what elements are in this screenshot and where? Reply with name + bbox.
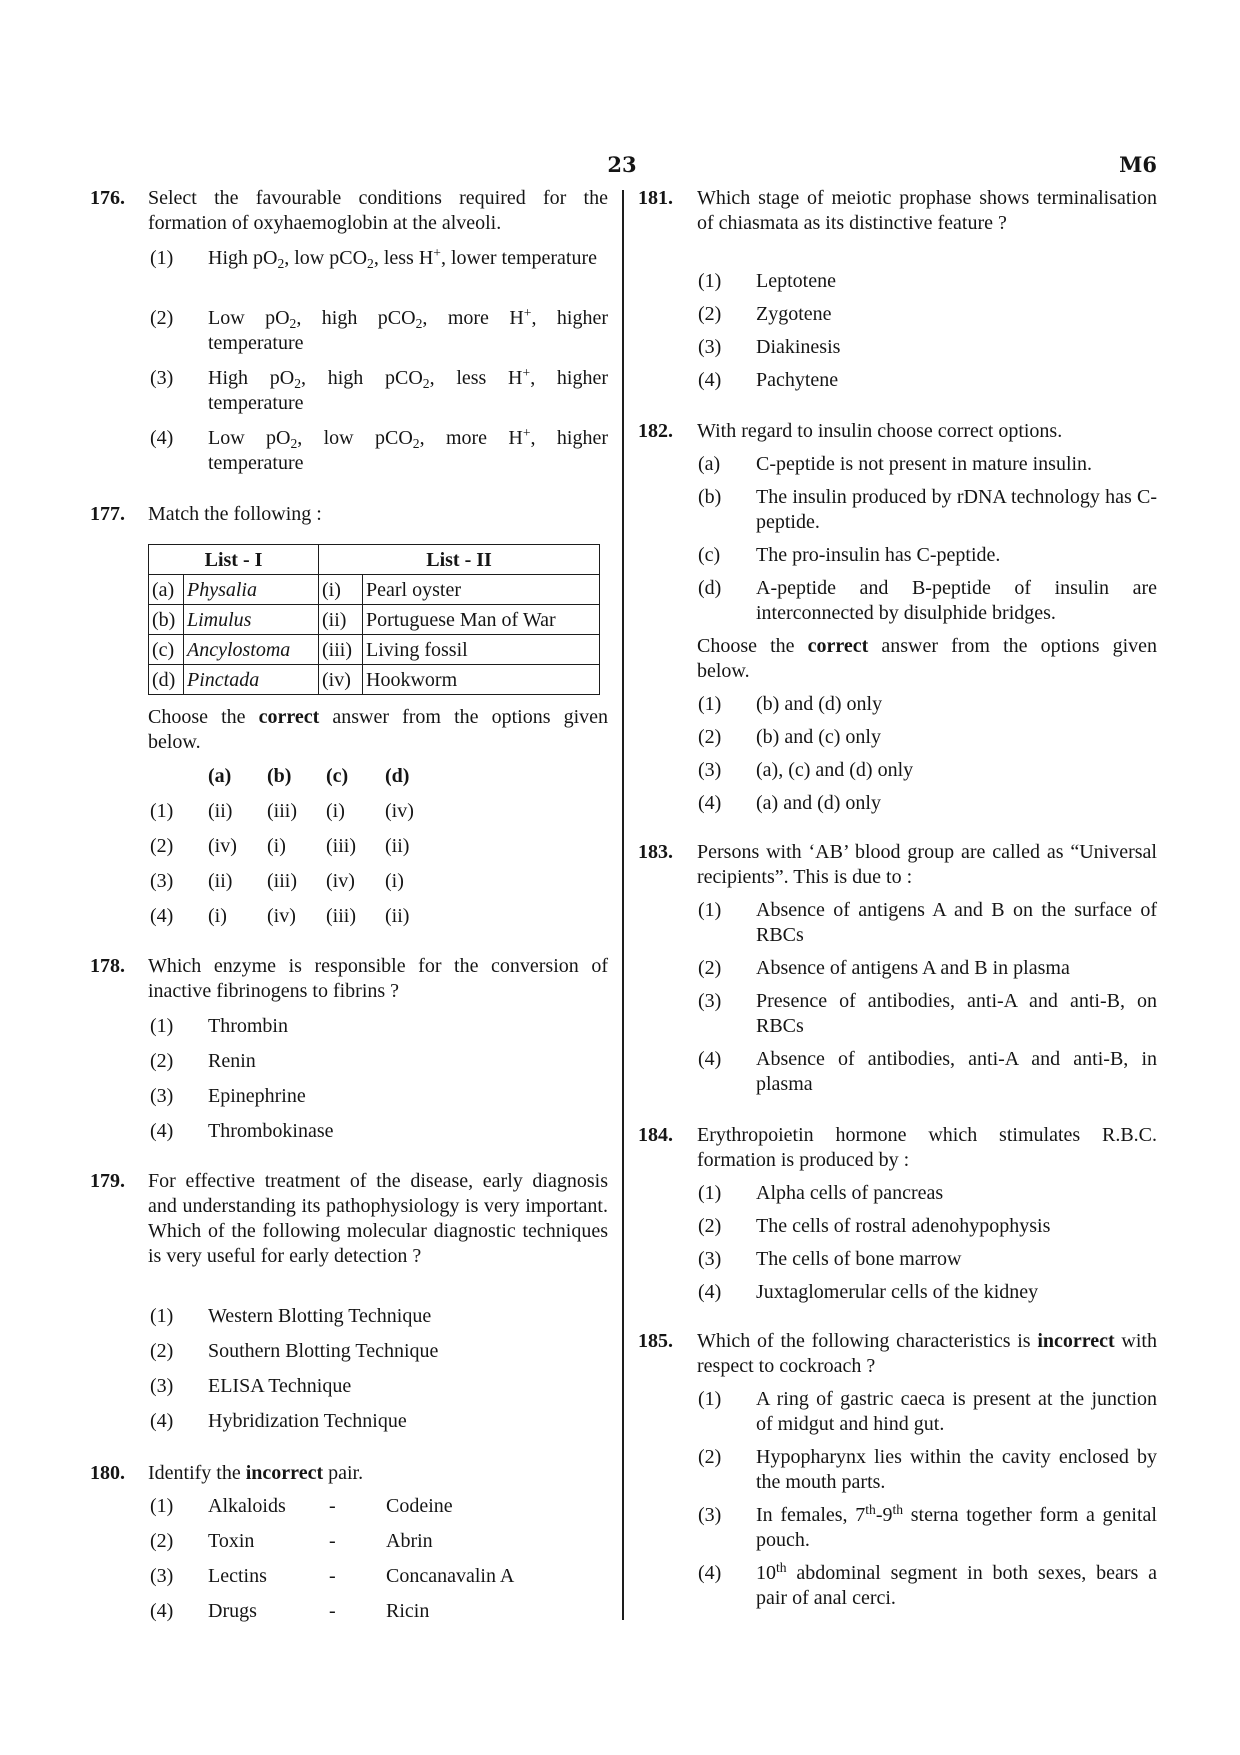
option-1 [697, 1181, 1157, 1206]
question-178 [90, 954, 608, 1144]
question-176 [90, 186, 608, 476]
statement-b [697, 485, 1157, 535]
table-row [149, 635, 600, 665]
question-179 [90, 1169, 608, 1434]
option-label: (3) [150, 1375, 174, 1397]
option-label: (4) [150, 1120, 174, 1142]
option-4 [148, 904, 608, 929]
question-183 [638, 840, 1157, 1097]
question-number: 185. [638, 1330, 673, 1352]
grid-cell: (ii) [208, 800, 233, 822]
table-row [149, 665, 600, 695]
statement-text: C-peptide is not present in mature insulin. [756, 453, 1093, 475]
pair-separator: - [329, 1530, 336, 1552]
option-label: (1) [150, 1495, 174, 1517]
row-item: Pinctada [184, 665, 319, 695]
option-text: Zygotene [756, 303, 832, 325]
question-stem: Which of the following characteristics is incorrect with respect to cockroach ? [697, 1330, 1157, 1377]
option-label: (4) [698, 369, 722, 391]
option-2 [148, 1529, 608, 1554]
option-1 [697, 269, 1157, 294]
question-stem: Select the favourable conditions required for the formation of oxyhaemoglobin at the alveoli. [148, 187, 608, 234]
option-3 [697, 335, 1157, 360]
question-stem: Persons with ‘AB’ blood group are called as “Universal recipients”. This is due to : [697, 841, 1157, 888]
statement-text: The insulin produced by rDNA technology has C-peptide. [756, 486, 1157, 533]
option-text: (a) and (d) only [756, 792, 881, 814]
option-text: Hybridization Technique [208, 1410, 407, 1432]
option-text: Leptotene [756, 270, 836, 292]
option-text: Absence of antigens A and B on the surface of RBCs [756, 899, 1157, 946]
option-1 [148, 1014, 608, 1039]
option-label: (2) [150, 1340, 174, 1362]
row-item: Limulus [184, 605, 319, 635]
option-label: (1) [150, 1305, 174, 1327]
question-stem: For effective treatment of the disease, early diagnosis and understanding its pathophysiology is very important. Which of the following molecular diagnostic techniques is very useful for early detection ? [148, 1170, 608, 1267]
option-4 [697, 791, 1157, 816]
option-4 [148, 1119, 608, 1144]
option-label: (4) [698, 1048, 722, 1070]
option-text: Thrombin [208, 1015, 288, 1037]
option-label: (4) [150, 1410, 174, 1432]
option-label: (2) [698, 1446, 722, 1468]
grid-cell: (iii) [326, 905, 356, 927]
option-1 [148, 1494, 608, 1519]
option-text: Thrombokinase [208, 1120, 334, 1142]
question-number: 181. [638, 187, 673, 209]
question-stem: Identify the incorrect pair. [148, 1462, 364, 1484]
row-match: Living fossil [363, 635, 600, 665]
question-stem: Which stage of meiotic prophase shows terminalisation of chiasmata as its distinctive feature ? [697, 187, 1157, 234]
table-row [149, 605, 600, 635]
option-label: (1) [150, 247, 174, 269]
option-label: (3) [698, 759, 722, 781]
row-code: (iv) [319, 665, 363, 695]
grid-cell: (iv) [385, 800, 414, 822]
question-number: 182. [638, 420, 673, 442]
option-2 [697, 956, 1157, 981]
question-182 [638, 419, 1157, 816]
row-key: (a) [149, 575, 184, 605]
option-1 [697, 692, 1157, 717]
answer-instruction: Choose the correct answer from the options given below. [148, 706, 609, 753]
grid-cell: (i) [208, 905, 227, 927]
option-4 [148, 426, 608, 476]
option-text: Hypopharynx lies within the cavity enclosed by the mouth parts. [756, 1446, 1157, 1493]
option-2 [697, 1445, 1157, 1495]
option-label: (3) [150, 1085, 174, 1107]
option-2 [697, 725, 1157, 750]
option-text: Southern Blotting Technique [208, 1340, 439, 1362]
question-stem: With regard to insulin choose correct options. [697, 420, 1063, 442]
row-key: (b) [149, 605, 184, 635]
grid-header-d: (d) [385, 765, 410, 787]
question-177 [90, 502, 608, 929]
option-3 [148, 1564, 608, 1589]
pair-term: Drugs [208, 1600, 257, 1622]
row-match: Pearl oyster [363, 575, 600, 605]
question-number: 178. [90, 955, 125, 977]
list-2-header: List - II [319, 545, 600, 575]
option-label: (4) [698, 792, 722, 814]
option-label: (1) [698, 270, 722, 292]
option-label: (1) [698, 1388, 722, 1410]
paper-code: M6 [1119, 152, 1157, 177]
option-2 [697, 302, 1157, 327]
question-number: 179. [90, 1170, 125, 1192]
column-divider [622, 190, 624, 1620]
option-4 [148, 1409, 608, 1434]
option-text: (b) and (c) only [756, 726, 881, 748]
option-1 [148, 246, 608, 296]
option-4 [697, 1280, 1157, 1305]
option-text: In females, 7th-9th sterna together form a genital pouch. [756, 1502, 1157, 1551]
option-text: (a), (c) and (d) only [756, 759, 914, 781]
option-label: (4) [150, 1600, 174, 1622]
option-3 [697, 989, 1157, 1039]
statement-label: (d) [698, 577, 722, 599]
question-181 [638, 186, 1157, 393]
option-text: A ring of gastric caeca is present at the junction of midgut and hind gut. [756, 1388, 1157, 1435]
answer-instruction: Choose the correct answer from the options given below. [697, 635, 1158, 682]
option-text: ELISA Technique [208, 1375, 352, 1397]
grid-cell: (i) [385, 870, 404, 892]
grid-cell: (iii) [267, 870, 297, 892]
option-label: (3) [698, 336, 722, 358]
grid-header-a: (a) [208, 765, 232, 787]
option-text: High $pO_2$, high pCO$_2$, less H+, higher temperature [208, 365, 609, 414]
option-label: (2) [698, 303, 722, 325]
option-label: (3) [150, 1565, 174, 1587]
statement-a [697, 452, 1157, 477]
pair-example: Codeine [386, 1495, 453, 1517]
grid-cell: (iii) [326, 835, 356, 857]
option-4 [697, 1047, 1157, 1097]
grid-cell: (iv) [267, 905, 296, 927]
pair-term: Alkaloids [208, 1495, 286, 1517]
option-label: (1) [150, 800, 174, 822]
row-key: (c) [149, 635, 184, 665]
option-text: Presence of antibodies, anti-A and anti-B, on RBCs [756, 990, 1157, 1037]
statement-text: The pro-insulin has C-peptide. [756, 544, 1001, 566]
question-184 [638, 1123, 1157, 1305]
option-text: Absence of antigens A and B in plasma [756, 957, 1070, 979]
option-label: (2) [150, 1050, 174, 1072]
row-match: Hookworm [363, 665, 600, 695]
option-label: (1) [698, 899, 722, 921]
row-code: (i) [319, 575, 363, 605]
option-text: The cells of rostral adenohypophysis [756, 1215, 1051, 1237]
option-1 [697, 1387, 1157, 1437]
question-stem: Match the following : [148, 503, 322, 525]
question-stem: Erythropoietin hormone which stimulates R.B.C. formation is produced by : [697, 1124, 1157, 1171]
option-label: (2) [698, 1215, 722, 1237]
question-number: 184. [638, 1124, 673, 1146]
page-number: 23 [607, 152, 637, 177]
question-stem: Which enzyme is responsible for the conversion of inactive fibrinogens to fibrins ? [148, 955, 608, 1002]
option-2 [697, 1214, 1157, 1239]
pair-separator: - [329, 1600, 336, 1622]
option-text: Renin [208, 1050, 256, 1072]
grid-header-c: (c) [326, 765, 349, 787]
grid-cell: (ii) [208, 870, 233, 892]
option-2 [148, 306, 608, 356]
option-text: High $pO_2$, low pCO$_2$, less H+, lower temperature [208, 245, 598, 272]
option-label: (2) [150, 1530, 174, 1552]
option-4 [697, 1561, 1157, 1611]
grid-header-b: (b) [267, 765, 292, 787]
option-1 [697, 898, 1157, 948]
option-text: 10th abdominal segment in both sexes, bears a pair of anal cerci. [756, 1560, 1157, 1609]
grid-cell: (i) [326, 800, 345, 822]
option-label: (1) [698, 1182, 722, 1204]
pair-separator: - [329, 1495, 336, 1517]
statement-d [697, 576, 1157, 626]
statement-text: A-peptide and B-peptide of insulin are interconnected by disulphide bridges. [756, 577, 1157, 624]
option-3 [697, 1503, 1157, 1553]
option-label: (4) [698, 1562, 722, 1584]
option-label: (3) [698, 1504, 722, 1526]
statement-label: (a) [698, 453, 721, 475]
option-label: (3) [698, 1248, 722, 1270]
row-code: (iii) [319, 635, 363, 665]
grid-cell: (iii) [267, 800, 297, 822]
row-item: Physalia [184, 575, 319, 605]
match-table-header [149, 545, 600, 575]
option-label: (1) [698, 693, 722, 715]
option-label: (2) [698, 726, 722, 748]
option-text: Low $pO_2$, high pCO$_2$, more H+, higher temperature [208, 305, 609, 354]
statement-label: (c) [698, 544, 721, 566]
grid-cell: (i) [267, 835, 286, 857]
option-3 [697, 758, 1157, 783]
option-2 [148, 1049, 608, 1074]
option-text: Western Blotting Technique [208, 1305, 432, 1327]
option-3 [148, 1084, 608, 1109]
question-number: 183. [638, 841, 673, 863]
question-180 [90, 1461, 608, 1624]
option-label: (3) [150, 870, 174, 892]
option-3 [697, 1247, 1157, 1272]
table-row [149, 575, 600, 605]
list-1-header: List - I [149, 545, 319, 575]
option-text: Epinephrine [208, 1085, 306, 1107]
pair-example: Concanavalin A [386, 1565, 515, 1587]
question-number: 180. [90, 1462, 125, 1484]
option-1 [148, 1304, 608, 1329]
row-match: Portuguese Man of War [363, 605, 600, 635]
option-label: (4) [150, 905, 174, 927]
option-text: Alpha cells of pancreas [756, 1182, 944, 1204]
option-label: (3) [150, 367, 174, 389]
option-label: (2) [150, 307, 174, 329]
option-4 [148, 1599, 608, 1624]
row-key: (d) [149, 665, 184, 695]
option-label: (1) [150, 1015, 174, 1037]
option-label: (2) [150, 835, 174, 857]
option-text: (b) and (d) only [756, 693, 883, 715]
grid-cell: (iv) [326, 870, 355, 892]
pair-separator: - [329, 1565, 336, 1587]
option-2 [148, 834, 608, 859]
statement-c [697, 543, 1157, 568]
option-4 [697, 368, 1157, 393]
option-text: Juxtaglomerular cells of the kidney [756, 1281, 1039, 1303]
option-3 [148, 366, 608, 416]
statement-label: (b) [698, 486, 722, 508]
option-1 [148, 799, 608, 824]
option-text: The cells of bone marrow [756, 1248, 962, 1270]
pair-example: Abrin [386, 1530, 433, 1552]
grid-cell: (iv) [208, 835, 237, 857]
question-185 [638, 1329, 1157, 1611]
option-text: Low $pO_2$, low pCO$_2$, more H+, higher temperature [208, 425, 608, 474]
match-table [148, 544, 600, 695]
option-3 [148, 1374, 608, 1399]
answer-grid-header [148, 764, 608, 789]
pair-example: Ricin [386, 1600, 430, 1622]
option-label: (4) [150, 427, 174, 449]
pair-term: Toxin [208, 1530, 255, 1552]
option-label: (4) [698, 1281, 722, 1303]
grid-cell: (ii) [385, 835, 410, 857]
option-text: Diakinesis [756, 336, 841, 358]
row-item: Ancylostoma [184, 635, 319, 665]
grid-cell: (ii) [385, 905, 410, 927]
question-number: 177. [90, 503, 125, 525]
row-code: (ii) [319, 605, 363, 635]
option-text: Pachytene [756, 369, 839, 391]
option-text: Absence of antibodies, anti-A and anti-B, in plasma [756, 1048, 1157, 1095]
pair-term: Lectins [208, 1565, 267, 1587]
option-label: (3) [698, 990, 722, 1012]
option-2 [148, 1339, 608, 1364]
option-3 [148, 869, 608, 894]
option-label: (2) [698, 957, 722, 979]
question-number: 176. [90, 187, 125, 209]
